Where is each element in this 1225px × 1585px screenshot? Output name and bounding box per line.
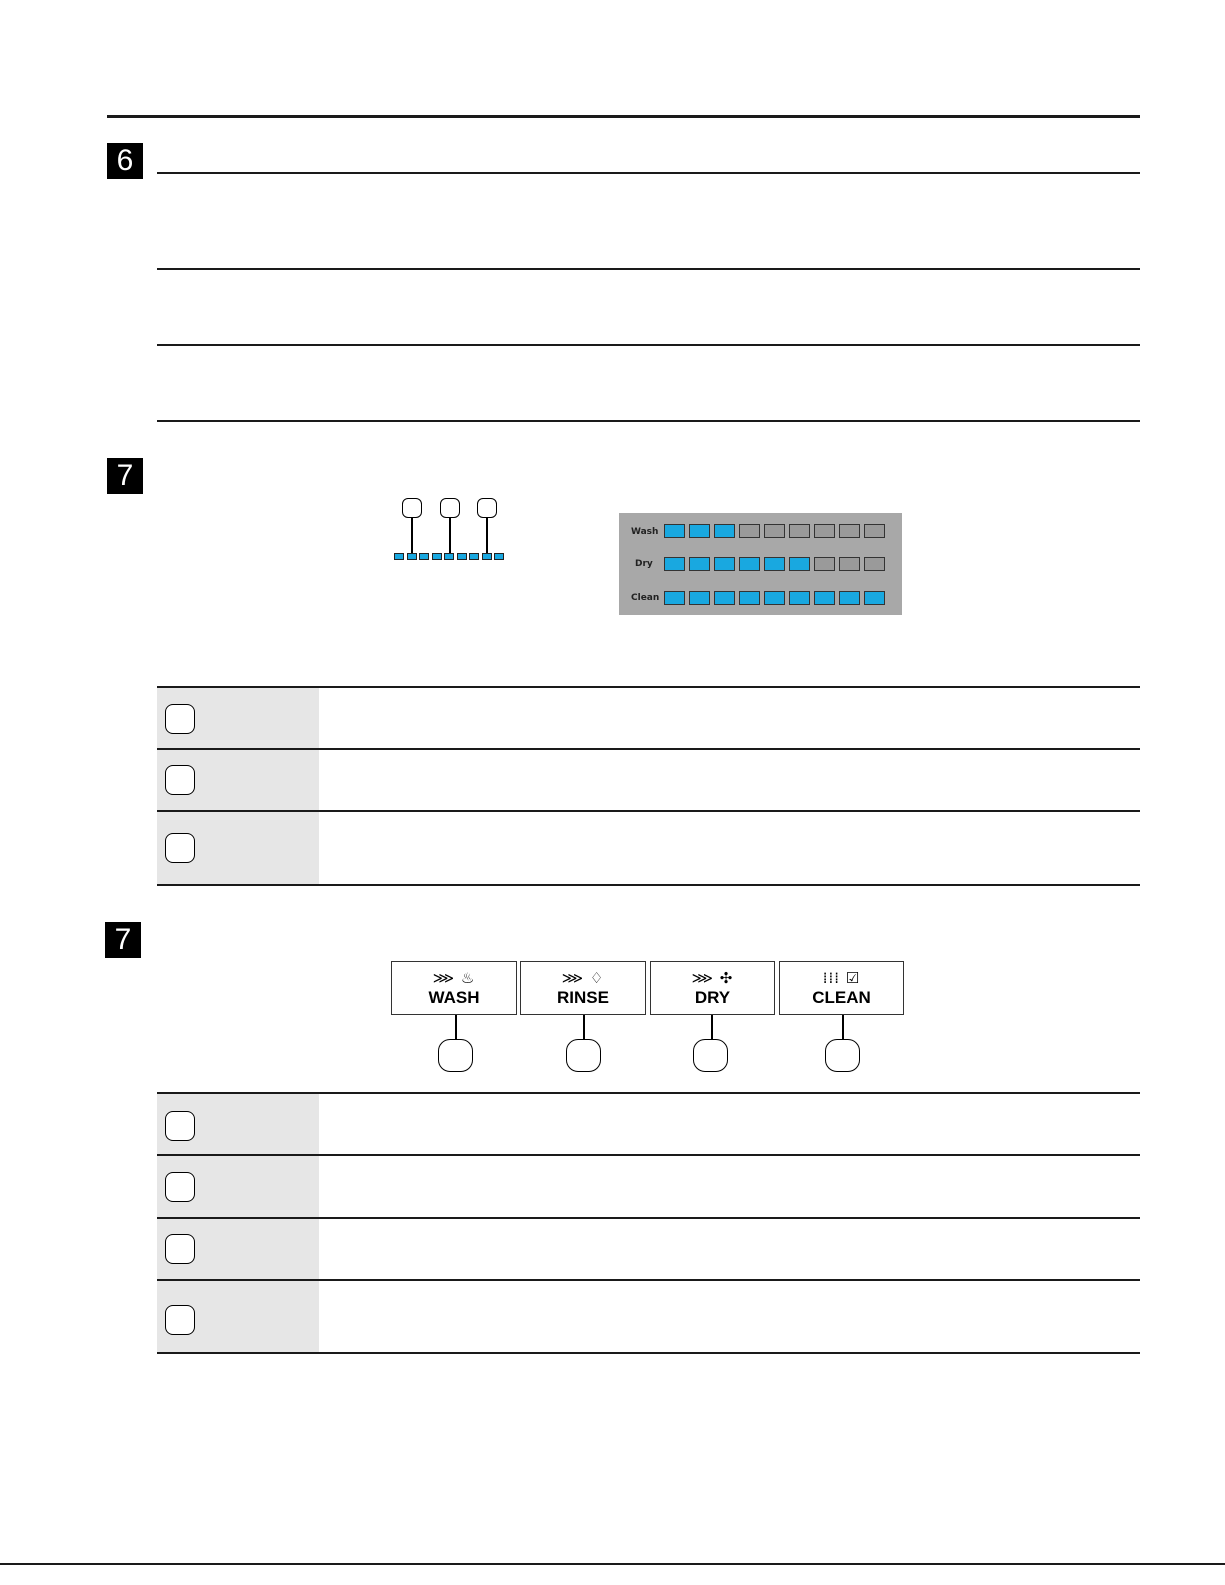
leader-line	[455, 1015, 457, 1039]
indicator-segment	[482, 553, 492, 560]
callout-marker	[165, 704, 195, 734]
panel-label-clean: Clean	[631, 593, 660, 603]
status-segment-clean	[789, 591, 810, 605]
status-segment-wash	[664, 524, 685, 538]
status-segment-wash	[739, 524, 760, 538]
wash-button[interactable]	[391, 961, 517, 1015]
callout-marker	[165, 1111, 195, 1141]
indicator-segment	[419, 553, 429, 560]
indicator-segment	[494, 553, 504, 560]
clean-icon: ⁞⁞⁞ ☑	[822, 969, 861, 987]
status-segment-dry	[814, 557, 835, 571]
status-segment-wash	[764, 524, 785, 538]
status-segment-dry	[789, 557, 810, 571]
callout-marker	[402, 498, 422, 518]
section-6-rule	[157, 172, 1140, 174]
section-6-row-divider	[157, 268, 1140, 270]
leader-line	[449, 518, 451, 553]
leader-line	[842, 1015, 844, 1039]
wash-button-label: WASH	[428, 988, 480, 1007]
panel-label-wash: Wash	[631, 527, 659, 537]
dry-button[interactable]	[650, 961, 775, 1015]
status-segment-wash	[814, 524, 835, 538]
table-rule	[157, 1352, 1140, 1354]
status-segment-clean	[664, 591, 685, 605]
status-segment-dry	[739, 557, 760, 571]
callout-marker	[165, 1172, 195, 1202]
status-segment-wash	[864, 524, 885, 538]
callout-marker	[165, 1234, 195, 1264]
callout-marker	[165, 833, 195, 863]
callout-marker	[440, 498, 460, 518]
status-segment-wash	[839, 524, 860, 538]
callout-marker	[165, 765, 195, 795]
indicator-segment	[394, 553, 404, 560]
status-segment-dry	[764, 557, 785, 571]
dry-button-label: DRY	[694, 988, 731, 1007]
status-segment-clean	[689, 591, 710, 605]
status-segment-dry	[714, 557, 735, 571]
callout-marker	[825, 1039, 860, 1072]
leader-line	[583, 1015, 585, 1039]
section-number-6: 6	[107, 143, 143, 179]
panel-label-dry: Dry	[635, 559, 653, 569]
status-segment-clean	[839, 591, 860, 605]
status-segment-dry	[664, 557, 685, 571]
status-segment-wash	[789, 524, 810, 538]
status-segment-clean	[814, 591, 835, 605]
callout-marker	[566, 1039, 601, 1072]
status-segment-dry	[689, 557, 710, 571]
indicator-segment	[444, 553, 454, 560]
callout-marker	[693, 1039, 728, 1072]
section-6-row-divider	[157, 420, 1140, 422]
leader-line	[411, 518, 413, 553]
leader-line	[711, 1015, 713, 1039]
callout-marker	[438, 1039, 473, 1072]
indicator-segment	[432, 553, 442, 560]
header-rule	[107, 115, 1140, 118]
footer-rule	[0, 1563, 1225, 1565]
status-panel	[619, 513, 902, 615]
status-segment-clean	[714, 591, 735, 605]
clean-button-label: CLEAN	[812, 988, 871, 1007]
leader-line	[486, 518, 488, 553]
section-6-row-divider	[157, 344, 1140, 346]
clean-button[interactable]	[779, 961, 904, 1015]
status-segment-wash	[714, 524, 735, 538]
callout-marker	[165, 1305, 195, 1335]
status-segment-wash	[689, 524, 710, 538]
indicator-segment	[457, 553, 467, 560]
table-rule	[157, 884, 1140, 886]
status-segment-clean	[864, 591, 885, 605]
section-number-7b: 7	[105, 922, 141, 958]
rinse-button[interactable]	[520, 961, 646, 1015]
dry-icon: ⋙ ✣	[691, 969, 734, 987]
status-segment-dry	[864, 557, 885, 571]
status-segment-clean	[739, 591, 760, 605]
callout-marker	[477, 498, 497, 518]
status-segment-dry	[839, 557, 860, 571]
rinse-icon: ⋙ ♢	[561, 969, 605, 987]
indicator-segment	[407, 553, 417, 560]
status-segment-clean	[764, 591, 785, 605]
indicator-segment	[469, 553, 479, 560]
wash-icon: ⋙ ♨	[432, 969, 476, 987]
rinse-button-label: RINSE	[557, 988, 609, 1007]
section-number-7: 7	[107, 458, 143, 494]
